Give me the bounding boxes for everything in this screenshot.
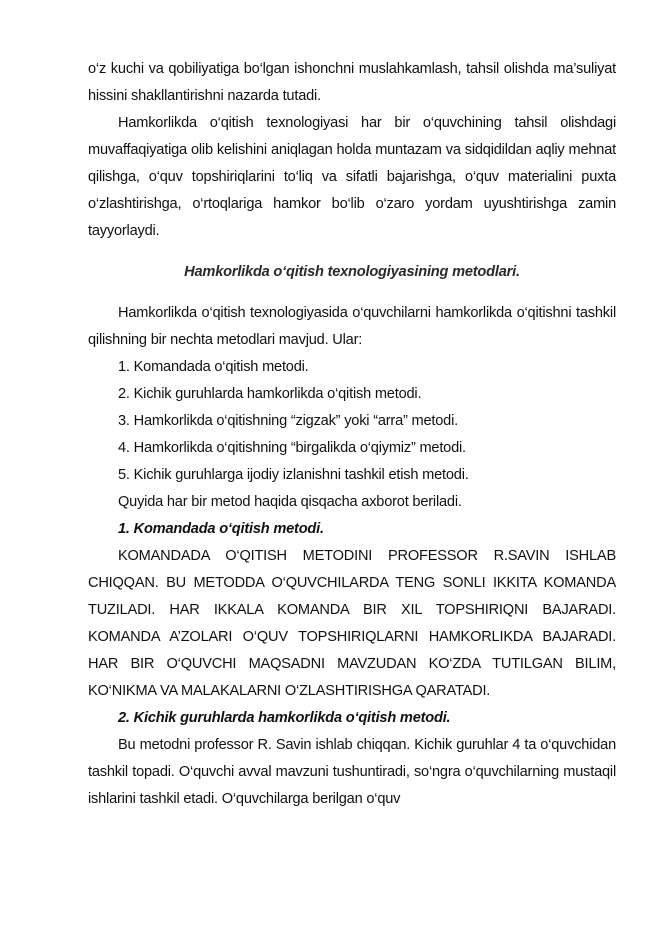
section-heading: Hamkorlikda o‘qitish texnologiyasining metodlari. xyxy=(184,264,520,280)
list-item-method-5: 5. Kichik guruhlarga ijodiy izlanishni tashkil etish metodi. xyxy=(118,467,469,483)
paragraph-intro-continuation: o‘z kuchi va qobiliyatiga bo‘lgan ishonchni muslahkamlash, tahsil olishda ma’suliyat hissini shakllantirishni nazarda tutadi. xyxy=(88,61,616,104)
subheading-small-groups-method: 2. Kichik guruhlarda hamkorlikda o‘qitish metodi. xyxy=(118,710,451,726)
list-item-method-1: 1. Komandada o‘qitish metodi. xyxy=(118,359,309,375)
list-item-method-3: 3. Hamkorlikda o‘qitishning “zigzak” yoki “arra” metodi. xyxy=(118,413,458,429)
paragraph-small-groups-method: Bu metodni professor R. Savin ishlab chiqqan. Kichik guruhlar 4 ta o‘quvchidan tashkil topadi. O‘quvchi avval mavzuni tushuntiradi, so‘ngra o‘quvchilarning mustaqil ishlarini tashkil etadi. O‘quvchilarga berilgan o‘quv xyxy=(88,737,616,807)
document-body xyxy=(88,56,616,813)
paragraph-technology-benefits: Hamkorlikda o‘qitish texnologiyasi har bir o‘quvchining tahsil olishdagi muvaffaqiyatiga olib kelishini aniqlagan holda muntazam va sidqidildan aqliy mehnat qilishga, o‘quv topshiriqlarini to‘liq va sifatli bajarishga, o‘quv materialini puxta o‘zlashtirishga, o‘rtoqlariga hamkor bo‘lib o‘zaro yordam uyushtirishga zamin tayyorlaydi. xyxy=(88,115,616,239)
list-item-method-2: 2. Kichik guruhlarda hamkorlikda o‘qitish metodi. xyxy=(118,386,422,402)
subheading-team-method: 1. Komandada o‘qitish metodi. xyxy=(118,521,324,537)
paragraph-methods-intro: Hamkorlikda o‘qitish texnologiyasida o‘quvchilarni hamkorlikda o‘qitishni tashkil qilishning bir nechta metodlari mavjud. Ular: xyxy=(88,305,616,348)
paragraph-team-method: KOMANDADA O‘QITISH METODINI PROFESSOR R.SAVIN ISHLAB CHIQQAN. BU METODDA O‘QUVCHILARDA TENG SONLI IKKITA KOMANDA TUZILADI. HAR IKKALA KOMANDA BIR XIL TOPSHIRIQNI BAJARADI. KOMANDA A’ZOLARI O‘QUV TOPSHIRIQLARNI HAMKORLIKDA BAJARADI. HAR BIR O‘QUVCHI MAQSADNI MAVZUDAN KO‘ZDA TUTILGAN BILIM, KO‘NIKMA VA MALAKALARNI O‘ZLASHTIRISHGA QARATADI. xyxy=(88,548,616,699)
list-item-method-4: 4. Hamkorlikda o‘qitishning “birgalikda o‘qiymiz” metodi. xyxy=(118,440,466,456)
list-followup-note: Quyida har bir metod haqida qisqacha axborot beriladi. xyxy=(118,494,462,510)
